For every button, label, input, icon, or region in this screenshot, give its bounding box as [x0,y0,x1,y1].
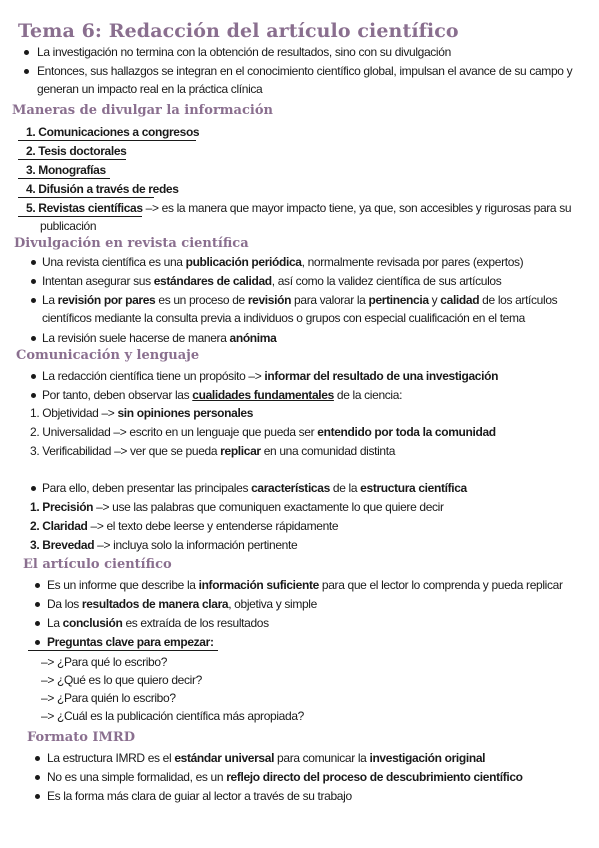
bullet-icon [35,775,40,780]
imrd-line-2: No es una simple formalidad, es un reflejo directo del proceso de descubrimiento científico [47,770,523,784]
preguntas-clave: Preguntas clave para empezar: [47,635,214,649]
caracteristica-claridad: 2. Claridad –> el texto debe leerse y entenderse rápidamente [30,519,339,533]
intro-line-2-cont: generan un impacto real en la práctica clínica [37,82,263,96]
bullet-icon [31,260,36,265]
revista-line-2: Intentan asegurar sus estándares de calidad, así como la validez científica de sus artículos [42,274,502,288]
underline-rule [18,159,126,160]
articulo-line-2: Da los resultados de manera clara, objetiva y simple [47,597,317,611]
underline-rule [18,178,110,179]
pregunta-2: –> ¿Qué es lo que quiero decir? [41,673,202,687]
underline-rule [18,216,142,217]
revista-line-3-cont: científicos mediante la consulta previa a individuos o grupos con especial cualificación en el tema [42,311,525,325]
bullet-icon [35,621,40,626]
underline-rule [18,140,196,141]
bullet-icon [35,602,40,607]
imrd-line-3: Es la forma más clara de guiar al lector a través de su trabajo [47,789,352,803]
section-heading-imrd: Formato IMRD [27,730,135,745]
bullet-icon [35,794,40,799]
bullet-icon [35,640,40,645]
caracteristica-precision: 1. Precisión –> use las palabras que comuniquen exactamente lo que quiere decir [30,500,444,514]
section-heading-comunicacion: Comunicación y lenguaje [16,348,200,363]
list-item-revistas-cont: publicación [40,219,97,233]
list-item-congresos: 1. Comunicaciones a congresos [26,125,200,139]
list-item-monografias: 3. Monografías [26,163,106,177]
underline-rule [18,197,154,198]
pregunta-4: –> ¿Cuál es la publicación científica más apropiada? [41,709,304,723]
list-item-redes: 4. Difusión a través de redes [26,182,179,196]
articulo-line-3: La conclusión es extraída de los resultados [47,616,269,630]
intro-line-1: La investigación no termina con la obtención de resultados, sino con su divulgación [37,45,451,59]
bullet-icon [31,336,36,341]
pregunta-1: –> ¿Para qué lo escribo? [41,655,168,669]
cualidad-verificabilidad: 3. Verificabilidad –> ver que se pueda replicar en una comunidad distinta [30,444,396,458]
cualidad-objetividad: 1. Objetividad –> sin opiniones personales [30,406,254,420]
pregunta-3: –> ¿Para quién lo escribo? [41,691,176,705]
imrd-line-1: La estructura IMRD es el estándar universal para comunicar la investigación original [47,751,486,765]
bullet-icon [31,374,36,379]
page-title: Tema 6: Redacción del artículo científico [18,20,459,42]
bullet-icon [35,583,40,588]
list-item-revistas-label: 5. Revistas científicas [26,201,143,215]
section-heading-articulo: El artículo científico [23,557,172,572]
list-item-revistas: 5. Revistas científicas –> es la manera que mayor impacto tiene, ya que, son accesibles y rigurosas para su [26,201,572,215]
revista-line-1: Una revista científica es una publicación periódica, normalmente revisada por pares (expertos) [42,255,524,269]
underline-rule [28,650,218,651]
lenguaje-line-1: La redacción científica tiene un propósito –> informar del resultado de una investigación [42,369,499,383]
intro-line-2: Entonces, sus hallazgos se integran en el conocimiento científico global, impulsan el avance de su campo y [37,64,573,78]
revista-line-4: La revisión suele hacerse de manera anónima [42,331,277,345]
bullet-icon [35,756,40,761]
revista-line-3: La revisión por pares es un proceso de revisión para valorar la pertinencia y calidad de los artículos [42,293,558,307]
lenguaje-line-2: Por tanto, deben observar las cualidades fundamentales de la ciencia: [42,388,403,402]
bullet-icon [31,279,36,284]
bullet-icon [31,393,36,398]
bullet-icon [24,50,29,55]
section-heading-maneras: Maneras de divulgar la información [12,103,273,118]
caracteristica-brevedad: 3. Brevedad –> incluya solo la información pertinente [30,538,298,552]
bullet-icon [31,298,36,303]
bullet-icon [24,69,29,74]
list-item-tesis: 2. Tesis doctorales [26,144,127,158]
estructura-line: Para ello, deben presentar las principales características de la estructura científica [42,481,467,495]
bullet-icon [31,486,36,491]
section-heading-divulgacion: Divulgación en revista científica [14,236,249,251]
articulo-line-1: Es un informe que describe la información suficiente para que el lector lo comprenda y pueda replicar [47,578,563,592]
cualidad-universalidad: 2. Universalidad –> escrito en un lenguaje que pueda ser entendido por toda la comunidad [30,425,496,439]
